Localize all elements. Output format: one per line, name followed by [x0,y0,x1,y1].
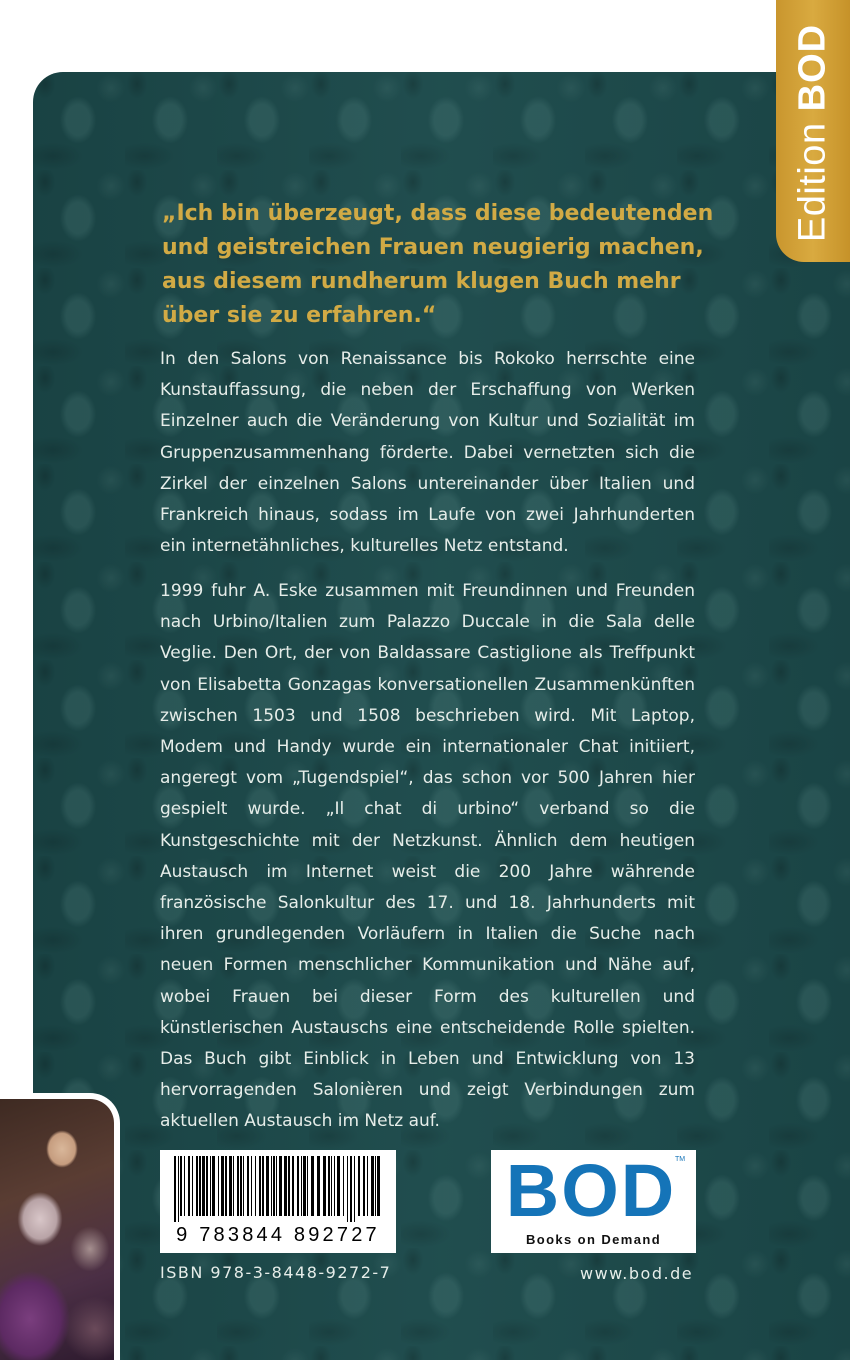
painting-detail-image [0,1093,120,1360]
barcode-bar [371,1156,374,1216]
barcode-bar [266,1156,269,1216]
barcode-bar [247,1156,249,1216]
barcode-bar [229,1156,232,1216]
barcode-bar [297,1156,299,1216]
barcode-bar [192,1156,193,1216]
barcode-bar [196,1156,198,1216]
barcode-bar [331,1156,332,1216]
barcode-bar [210,1156,211,1216]
barcode-bar [202,1156,205,1216]
barcode-bar [276,1156,277,1216]
barcode-bars [172,1156,384,1222]
barcode-bar [174,1156,176,1222]
pull-quote [162,197,722,333]
barcode-bar [255,1156,256,1216]
trademark-mark: TM [675,1156,686,1163]
barcode-bar [221,1156,224,1216]
barcode-bar [262,1156,264,1216]
barcode-bar [377,1156,380,1216]
edition-brand: BOD [791,23,834,112]
publisher-url: www.bod.de [580,1264,694,1283]
barcode-bar [243,1156,244,1216]
quote-line: aus diesem rundherum klugen Buch mehr [162,269,681,294]
barcode-bar [279,1156,282,1216]
bod-logo-letters: BOD [505,1149,677,1232]
barcode-bar [350,1156,352,1222]
quote-line: über sie zu erfahren.“ [162,303,437,328]
barcode-bar [251,1156,252,1216]
barcode-bar [317,1156,320,1216]
barcode-bar [347,1156,348,1222]
barcode-bar [301,1156,302,1216]
barcode-bar [375,1156,376,1216]
edition-prefix: Edition [791,122,834,243]
barcode-bar [225,1156,227,1216]
barcode-bar [271,1156,272,1216]
barcode-bar [259,1156,261,1216]
barcode-bar [311,1156,314,1216]
isbn-number: ISBN 978-3-8448-9272-7 [160,1263,392,1282]
barcode-bar [358,1156,360,1216]
barcode-bar [307,1156,308,1216]
barcode-bar [199,1156,201,1216]
barcode-bar [334,1156,335,1216]
edition-bod-tab [776,0,850,262]
barcode [160,1150,396,1253]
barcode-bar [284,1156,287,1216]
quote-line: „Ich bin überzeugt, dass diese bedeutenden [162,201,714,226]
barcode-digits: 9 783844 892727 [176,1224,380,1246]
blurb-paragraph-1: In den Salons von Renaissance bis Rokoko herrschte eine Kunstauffassung, die neben der Erschaffung von Werken Einzelner auch die Veränderung von Kultur und Sozialität im Gruppenzusammenhang förderte. Dabei vernetzten sich die Zirkel der einzelnen Salons untereinander über Italien und Frankreich hinaus, sodass im Laufe von zwei Jahrhunderten ein internetähnliches, kulturelles Netz entstand. [160,349,695,557]
barcode-bar [178,1156,179,1222]
edition-label [792,24,835,242]
bod-tagline: Books on Demand [525,1232,662,1247]
bod-logo [491,1150,696,1253]
quote-line: und geistreichen Frauen neugierig machen, [162,235,704,260]
barcode-bar [237,1156,239,1216]
barcode-bar [328,1156,330,1216]
barcode-bar [273,1156,275,1216]
barcode-bar [184,1156,185,1216]
barcode-bar [323,1156,326,1216]
barcode-bar [188,1156,190,1216]
blurb-paragraph-2: 1999 fuhr A. Eske zusammen mit Freundinnen und Freunden nach Urbino/Italien zum Palazzo Duccale in die Sala delle Veglie. Den Ort, der von Baldassare Castiglione als Treffpunkt von Elisabetta Gonzagas konversationellen Zusammenkünften zwischen 1503 und 1508 beschrieben wird. Mit Laptop, Modem und Handy wurde ein internationaler Chat initiiert, angeregt vom „Tugendspiel“, das schon vor 500 Jahren hier gespielt wurde. „Il chat di urbino“ verband so die Kunstgeschichte mit der Netzkunst. Ähnlich dem heutigen Austausch im Internet weist die 200 Jahre währende französische Salonkultur des 17. und 18. Jahrhunderts mit ihren grundlegenden Vorläufern in Italien die Suche nach neuen Formen menschlicher Kommunikation und Nähe auf, wobei Frauen bei dieser Form des kulturellen und künstlerischen Austauschs eine entscheidende Rolle spielten. Das Buch gibt Einblick in Leben und Entwicklung von 13 hervorragenden Salonièren und zeigt Verbindungen zum aktuellen Austausch im Netz auf. [160,581,695,1132]
barcode-bar [212,1156,215,1216]
barcode-bar [218,1156,219,1216]
barcode-bar [354,1156,355,1222]
barcode-bar [233,1156,234,1216]
barcode-bar [240,1156,242,1216]
barcode-bar [292,1156,294,1216]
barcode-bar [180,1156,182,1216]
barcode-bar [206,1156,208,1216]
barcode-bar [288,1156,290,1216]
barcode-bar [367,1156,368,1216]
barcode-bar [303,1156,306,1216]
barcode-bar [363,1156,365,1216]
barcode-bar [343,1156,344,1216]
barcode-bar [337,1156,340,1216]
